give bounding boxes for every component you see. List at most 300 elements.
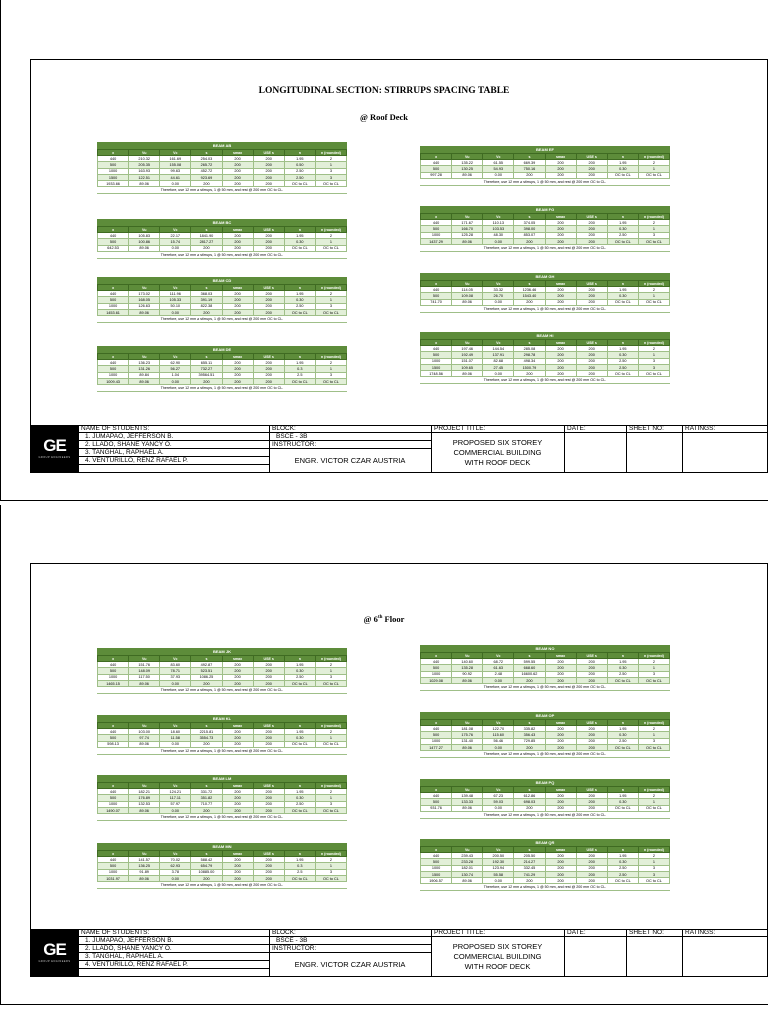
students-label: NAME OF STUDENTS: — [81, 929, 150, 936]
table-cell: 822.38 — [191, 303, 222, 309]
table-cell: 200 — [253, 372, 284, 378]
column-header: smax — [545, 281, 576, 287]
table-cell: 136.25 — [129, 863, 160, 869]
column-header: n — [284, 851, 315, 857]
column-header: Vc — [483, 214, 514, 220]
table-cell: 200 — [545, 160, 576, 166]
table-row — [98, 875, 347, 881]
column-header: n (rounded) — [315, 227, 346, 233]
table-row — [98, 181, 347, 187]
table-cell: 1 — [638, 166, 669, 172]
table-cell: 210.32 — [129, 156, 160, 162]
table-cell: 1 — [638, 799, 669, 805]
table-cell: 200 — [545, 238, 576, 244]
stirrup-note: Therefore, use 12 mm ⌀ stirrups, 1 @ 50 mm, and rest @ 200 mm OC to CL. — [97, 385, 347, 392]
table-cell: 500 — [421, 352, 452, 358]
table-cell: 698.03 — [514, 799, 545, 805]
table-cell: 200 — [222, 674, 253, 680]
table-row — [98, 680, 347, 686]
column-header: Vu — [452, 720, 483, 726]
column-header: Vc — [160, 851, 191, 857]
table-cell: 89.06 — [452, 805, 483, 811]
table-cell: 200 — [253, 168, 284, 174]
table-cell: 200 — [576, 677, 607, 683]
table-cell: 200 — [222, 309, 253, 315]
column-header: s — [514, 154, 545, 160]
column-header: smax — [545, 340, 576, 346]
column-header: Vu — [452, 653, 483, 659]
table-cell: 1.95 — [284, 857, 315, 863]
column-header: Vu — [452, 787, 483, 793]
table-cell: 89.06 — [452, 371, 483, 377]
column-header: Vu — [129, 851, 160, 857]
table-row — [421, 878, 670, 884]
table-cell: OC to CL — [638, 371, 669, 377]
table-cell: 200 — [253, 807, 284, 813]
column-header: x — [98, 851, 129, 857]
table-cell: 500 — [98, 735, 129, 741]
table-cell: 500 — [98, 239, 129, 245]
table-cell: 500 — [421, 799, 452, 805]
table-cell: 368.03 — [191, 291, 222, 297]
table-cell: OC to CL — [315, 680, 346, 686]
table-cell: 655.11 — [191, 360, 222, 366]
table-cell: 110.13 — [483, 220, 514, 226]
divider — [79, 425, 768, 426]
table-cell: 200 — [222, 360, 253, 366]
stirrup-note: Therefore, use 12 mm ⌀ stirrups, 1 @ 50 mm, and rest @ 200 mm OC to CL. — [97, 882, 347, 889]
table-cell: 62.93 — [160, 863, 191, 869]
table-cell: 1465.15 — [98, 680, 129, 686]
beam-table — [420, 712, 670, 758]
table-cell: 200 — [222, 181, 253, 187]
table-cell: 139.48 — [452, 793, 483, 799]
table-cell: 1031.97 — [98, 875, 129, 881]
column-header: n (rounded) — [638, 720, 669, 726]
table-cell: OC to CL — [638, 878, 669, 884]
table-cell: 0.30 — [607, 352, 638, 358]
table-cell: 89.06 — [452, 299, 483, 305]
table-cell: 200 — [191, 741, 222, 747]
title-block — [30, 929, 768, 977]
table-cell: 598.13 — [98, 741, 129, 747]
table-cell: 99.63 — [160, 168, 191, 174]
table-cell: 200 — [576, 659, 607, 665]
column-header: n (rounded) — [315, 851, 346, 857]
table-cell: OC to CL — [315, 309, 346, 315]
table-cell: 440 — [421, 793, 452, 799]
table-cell: 200 — [253, 857, 284, 863]
table-cell: 200 — [222, 729, 253, 735]
table-cell: 200 — [545, 172, 576, 178]
table-cell: 0.00 — [160, 245, 191, 251]
table-cell: 200 — [545, 287, 576, 293]
table-cell: 83.60 — [160, 662, 191, 668]
table-cell: 200 — [576, 287, 607, 293]
table-cell: 214.27 — [514, 859, 545, 865]
divider — [564, 425, 565, 473]
table-cell: 440 — [421, 726, 452, 732]
table-cell: 0.00 — [160, 680, 191, 686]
column-header: s — [191, 285, 222, 291]
table-cell: OC to CL — [638, 299, 669, 305]
table-cell: 200 — [576, 238, 607, 244]
beam-table — [420, 273, 670, 313]
stirrup-note: Therefore, use 12 mm ⌀ stirrups, 1 @ 50 mm, and rest @ 200 mm OC to CL. — [420, 377, 670, 384]
column-header: smax — [222, 783, 253, 789]
table-cell: 200 — [514, 878, 545, 884]
stirrup-note: Therefore, use 12 mm ⌀ stirrups, 1 @ 50 mm, and rest @ 200 mm OC to CL. — [97, 748, 347, 755]
table-cell: 200 — [576, 865, 607, 871]
instructor-label: INSTRUCTOR: — [272, 441, 317, 448]
table-cell: 654.79 — [191, 863, 222, 869]
table-cell: 3 — [638, 358, 669, 364]
table-cell: 3 — [638, 865, 669, 871]
table-cell: 500 — [421, 226, 452, 232]
table-row — [421, 172, 670, 178]
table-cell: 1.04 — [160, 372, 191, 378]
beam-data-table — [97, 782, 347, 814]
table-cell: 335.82 — [514, 726, 545, 732]
table-cell: 3.78 — [160, 869, 191, 875]
table-cell: 2.5 — [284, 372, 315, 378]
table-cell: 200 — [576, 744, 607, 750]
sheet-no-label: SHEET NO: — [629, 929, 664, 936]
beam-table-title: BEAM JK — [97, 648, 347, 655]
divider — [564, 929, 565, 977]
page-divider — [0, 1004, 768, 1005]
table-cell: 0.30 — [284, 668, 315, 674]
table-cell: 44.61 — [160, 174, 191, 180]
table-cell: 200 — [576, 665, 607, 671]
drawing-sheet-6th-floor — [30, 563, 768, 977]
table-cell: 2.50 — [607, 738, 638, 744]
table-cell: 2 — [638, 346, 669, 352]
table-cell: 1906.57 — [421, 878, 452, 884]
table-cell: 200 — [576, 726, 607, 732]
table-cell: 440 — [421, 659, 452, 665]
beam-data-table — [97, 226, 347, 252]
divider — [79, 976, 768, 977]
table-cell: 0.3 — [284, 366, 315, 372]
table-cell: 11.58 — [160, 735, 191, 741]
column-header: Vu — [129, 227, 160, 233]
beam-table — [420, 779, 670, 819]
table-cell: OC to CL — [284, 245, 315, 251]
table-cell: 200 — [545, 358, 576, 364]
table-cell: 239.43 — [452, 853, 483, 859]
table-cell: 3 — [638, 738, 669, 744]
beam-table-title: BEAM MN — [97, 843, 347, 850]
table-cell: 853.07 — [514, 232, 545, 238]
date-label: DATE: — [567, 929, 586, 936]
table-cell: 0.00 — [160, 378, 191, 384]
table-cell: 200 — [514, 172, 545, 178]
table-cell: 1748.56 — [421, 371, 452, 377]
table-cell: 1029.08 — [421, 677, 452, 683]
table-cell: 200 — [545, 738, 576, 744]
table-cell: 114.05 — [452, 287, 483, 293]
table-cell: 135.28 — [452, 665, 483, 671]
table-cell: 200 — [545, 352, 576, 358]
table-cell: 265.72 — [191, 162, 222, 168]
table-cell: OC to CL — [315, 378, 346, 384]
table-cell: 1 — [638, 352, 669, 358]
table-cell: 200 — [253, 233, 284, 239]
block-label: BLOCK: — [272, 425, 296, 432]
table-cell: 1086.25 — [191, 674, 222, 680]
table-cell: 200 — [253, 662, 284, 668]
student-name: 3. TANGHAL, RAPHAEL A. — [85, 953, 164, 960]
table-cell: 200 — [253, 360, 284, 366]
divider — [626, 929, 627, 977]
beam-table-title: BEAM FG — [420, 206, 670, 213]
table-cell: 2 — [638, 160, 669, 166]
column-header: s — [191, 150, 222, 156]
beam-data-table — [97, 284, 347, 316]
company-logo: GE GROUP ENGINEERS — [30, 929, 79, 977]
table-cell: 500 — [98, 162, 129, 168]
beam-table — [420, 332, 670, 384]
table-cell: 200 — [253, 181, 284, 187]
table-cell: 109.08 — [452, 293, 483, 299]
beam-table-title: BEAM CD — [97, 277, 347, 284]
table-row — [421, 299, 670, 305]
table-cell: 200 — [222, 291, 253, 297]
table-cell: 1 — [315, 668, 346, 674]
column-header: USE s — [576, 847, 607, 853]
table-cell: 200 — [191, 245, 222, 251]
table-cell: 200 — [222, 378, 253, 384]
table-cell: 200 — [253, 863, 284, 869]
column-header: USE s — [253, 285, 284, 291]
table-cell: 141.57 — [129, 857, 160, 863]
table-cell: 200 — [576, 226, 607, 232]
column-header: smax — [545, 653, 576, 659]
table-cell: 200 — [222, 801, 253, 807]
column-header: smax — [545, 847, 576, 853]
table-cell: 200 — [191, 807, 222, 813]
table-cell: 0.00 — [160, 875, 191, 881]
table-cell: 176.89 — [129, 795, 160, 801]
table-cell: 37.93 — [160, 674, 191, 680]
table-cell: 0.00 — [483, 878, 514, 884]
table-cell: 2.50 — [607, 671, 638, 677]
table-cell: 200 — [222, 795, 253, 801]
table-cell: 200 — [253, 674, 284, 680]
table-cell: 137.91 — [483, 352, 514, 358]
column-header: n (rounded) — [315, 354, 346, 360]
divider — [79, 464, 269, 465]
beam-table-title: BEAM AB — [97, 142, 347, 149]
table-cell: 200 — [253, 801, 284, 807]
column-header: x — [421, 281, 452, 287]
table-cell: 117.50 — [129, 674, 160, 680]
beam-data-table — [97, 149, 347, 187]
table-cell: 200 — [514, 371, 545, 377]
column-header: smax — [222, 150, 253, 156]
table-cell: 132.53 — [129, 801, 160, 807]
table-cell: 200 — [222, 680, 253, 686]
table-cell: 200 — [253, 378, 284, 384]
column-header: USE s — [576, 340, 607, 346]
table-cell: OC to CL — [284, 807, 315, 813]
table-cell: 2 — [638, 287, 669, 293]
table-cell: 200 — [253, 735, 284, 741]
table-cell: 0.00 — [160, 741, 191, 747]
table-cell: 1.95 — [607, 793, 638, 799]
column-header: n — [284, 150, 315, 156]
table-cell: 1 — [315, 239, 346, 245]
table-cell: 171.67 — [452, 220, 483, 226]
table-cell: 123.94 — [483, 865, 514, 871]
table-cell: OC to CL — [284, 680, 315, 686]
divider — [431, 432, 768, 433]
table-cell: 1 — [638, 665, 669, 671]
beam-data-table — [420, 846, 670, 884]
table-cell: 1.95 — [607, 853, 638, 859]
beam-table — [97, 715, 347, 755]
table-cell: 200 — [191, 680, 222, 686]
table-cell: 200 — [222, 303, 253, 309]
table-cell: 2 — [315, 291, 346, 297]
column-header: x — [98, 150, 129, 156]
table-cell: 200 — [253, 303, 284, 309]
table-cell: 200 — [222, 372, 253, 378]
table-cell: 115.60 — [483, 732, 514, 738]
beam-table — [97, 775, 347, 821]
table-cell: 26.70 — [483, 293, 514, 299]
beam-data-table — [97, 850, 347, 882]
table-cell: 500 — [421, 732, 452, 738]
table-cell: 33.32 — [483, 287, 514, 293]
beam-data-table — [420, 719, 670, 751]
table-cell: 2 — [638, 659, 669, 665]
table-cell: 166.70 — [452, 226, 483, 232]
column-header: USE s — [576, 281, 607, 287]
table-cell: 200 — [222, 789, 253, 795]
table-cell: 117.11 — [160, 795, 191, 801]
table-cell: 1 — [315, 795, 346, 801]
table-cell: 1 — [315, 162, 346, 168]
table-cell: 1 — [638, 226, 669, 232]
table-cell: 2.50 — [284, 674, 315, 680]
table-cell: 200 — [222, 168, 253, 174]
column-header: USE s — [253, 851, 284, 857]
divider — [626, 425, 627, 473]
column-header: s — [191, 783, 222, 789]
table-cell: 100.86 — [129, 239, 160, 245]
table-cell: 200 — [222, 662, 253, 668]
column-header: Vc — [160, 354, 191, 360]
stirrup-note: Therefore, use 12 mm ⌀ stirrups, 1 @ 50 mm, and rest @ 200 mm OC to CL. — [420, 179, 670, 186]
table-cell: OC to CL — [638, 238, 669, 244]
table-cell: OC to CL — [638, 677, 669, 683]
table-cell: 200 — [253, 680, 284, 686]
beam-table — [97, 648, 347, 694]
table-cell: 1236.46 — [514, 287, 545, 293]
table-cell: 331.72 — [191, 789, 222, 795]
table-cell: 200 — [545, 878, 576, 884]
table-cell: 1.95 — [607, 287, 638, 293]
table-cell: 1437.29 — [421, 238, 452, 244]
table-cell: OC to CL — [284, 309, 315, 315]
ratings-label: RATINGS: — [685, 425, 716, 432]
table-cell: 0.00 — [483, 172, 514, 178]
table-cell: 105.33 — [160, 297, 191, 303]
table-cell: 200 — [222, 668, 253, 674]
column-header: USE s — [576, 214, 607, 220]
table-cell: 103.53 — [483, 226, 514, 232]
table-cell: 1000 — [421, 358, 452, 364]
table-cell: 1 — [638, 732, 669, 738]
table-cell: 0.30 — [284, 795, 315, 801]
table-cell: 732.27 — [191, 366, 222, 372]
column-header: USE s — [576, 787, 607, 793]
ratings-label: RATINGS: — [685, 929, 716, 936]
table-cell: 391.19 — [191, 297, 222, 303]
table-cell: 2 — [315, 156, 346, 162]
column-header: s — [191, 354, 222, 360]
table-cell: 89.06 — [452, 677, 483, 683]
column-header: Vu — [129, 656, 160, 662]
table-cell: 200 — [514, 677, 545, 683]
table-cell: 48.30 — [483, 232, 514, 238]
table-cell: 97.74 — [129, 735, 160, 741]
column-header: Vc — [160, 783, 191, 789]
table-cell: 741.29 — [514, 871, 545, 877]
column-header: Vc — [483, 281, 514, 287]
column-header: n (rounded) — [638, 214, 669, 220]
table-cell: 200 — [222, 857, 253, 863]
table-cell: 2 — [315, 789, 346, 795]
table-cell: 89.06 — [129, 181, 160, 187]
table-cell: 233.28 — [452, 859, 483, 865]
table-cell: 39564.51 — [191, 372, 222, 378]
table-cell: 1 — [315, 366, 346, 372]
table-cell: 200 — [545, 732, 576, 738]
table-cell: 200 — [253, 174, 284, 180]
divider — [682, 425, 683, 473]
table-cell: 200 — [253, 795, 284, 801]
table-cell: 200 — [576, 232, 607, 238]
table-cell: 356.43 — [514, 732, 545, 738]
column-header: n (rounded) — [315, 783, 346, 789]
beam-table — [97, 346, 347, 392]
table-cell: 0.00 — [483, 371, 514, 377]
table-cell: 200 — [545, 665, 576, 671]
column-header: Vc — [160, 150, 191, 156]
column-header: smax — [222, 851, 253, 857]
column-header: USE s — [253, 354, 284, 360]
table-cell: OC to CL — [607, 744, 638, 750]
table-cell: 200 — [545, 371, 576, 377]
table-cell: 0.00 — [483, 299, 514, 305]
beam-table-title: BEAM BC — [97, 219, 347, 226]
table-cell: 70.02 — [160, 857, 191, 863]
table-cell: 200 — [576, 346, 607, 352]
table-cell: 61.55 — [483, 160, 514, 166]
table-cell: 200 — [222, 366, 253, 372]
section-subtitle-roof-deck: @ Roof Deck — [359, 112, 409, 122]
stirrup-note: Therefore, use 12 mm ⌀ stirrups, 1 @ 50 mm, and rest @ 200 mm OC to CL. — [97, 814, 347, 821]
date-label: DATE: — [567, 425, 586, 432]
table-cell: 192.49 — [452, 352, 483, 358]
column-header: USE s — [253, 150, 284, 156]
table-cell: 351.82 — [191, 795, 222, 801]
table-cell: 200 — [545, 853, 576, 859]
beam-table-title: BEAM KL — [97, 715, 347, 722]
